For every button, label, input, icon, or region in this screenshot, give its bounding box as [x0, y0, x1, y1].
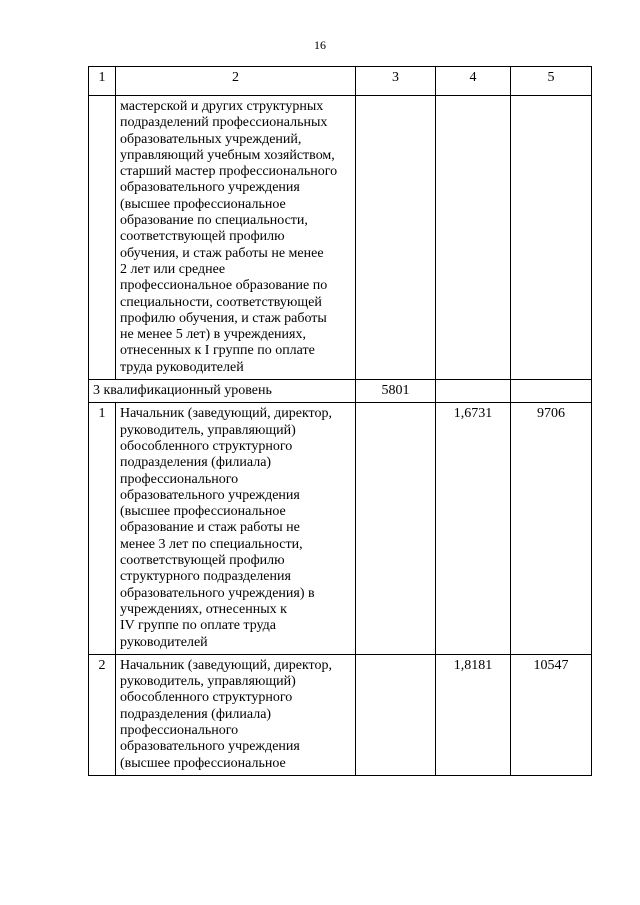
qualification-level-label: 3 квалификационный уровень — [89, 380, 356, 403]
qualification-base-salary: 5801 — [356, 380, 436, 403]
table-row — [89, 654, 592, 775]
base-salary-cell — [356, 96, 436, 380]
position-description: мастерской и других структурных подразделений профессиональных образовательных учреждений, управляющий учебным хозяйством, старший мастер профессионального образовательного учреждения (высшее профессиональное образование по специальности, соответствующей профилю обучения, и стаж работы не менее 2 лет или среднее профессиональное образование по специальности, соответствующей профилю обучения, и стаж работы не менее 5 лет) в учреждениях, отнесенных к I группе по оплате труда руководителей — [116, 96, 356, 380]
empty-cell — [436, 380, 511, 403]
header-cell-3: 3 — [356, 67, 436, 96]
base-salary-cell — [356, 403, 436, 654]
base-salary-cell — [356, 654, 436, 775]
position-description: Начальник (заведующий, директор, руководитель, управляющий) обособленного структурного подразделения (филиала) профессионального образовательного учреждения (высшее профессиональное — [116, 654, 356, 775]
page-number: 16 — [314, 38, 326, 52]
coefficient-cell: 1,8181 — [436, 654, 511, 775]
row-number: 2 — [89, 654, 116, 775]
table-header-row — [89, 67, 592, 96]
header-cell-2: 2 — [116, 67, 356, 96]
salary-cell: 10547 — [511, 654, 592, 775]
salary-cell — [511, 96, 592, 380]
qualification-level-row — [89, 380, 592, 403]
empty-cell — [511, 380, 592, 403]
coefficient-cell: 1,6731 — [436, 403, 511, 654]
header-cell-5: 5 — [511, 67, 592, 96]
salary-cell: 9706 — [511, 403, 592, 654]
row-number — [89, 96, 116, 380]
header-cell-1: 1 — [89, 67, 116, 96]
table-row — [89, 96, 592, 380]
salary-table — [88, 66, 592, 776]
row-number: 1 — [89, 403, 116, 654]
header-cell-4: 4 — [436, 67, 511, 96]
position-description: Начальник (заведующий, директор, руководитель, управляющий) обособленного структурного подразделения (филиала) профессионального образовательного учреждения (высшее профессиональное образование и стаж работы не менее 3 лет по специальности, соответствующей профилю структурного подразделения образовательного учреждения) в учреждениях, отнесенных к IV группе по оплате труда руководителей — [116, 403, 356, 654]
table-row — [89, 403, 592, 654]
coefficient-cell — [436, 96, 511, 380]
